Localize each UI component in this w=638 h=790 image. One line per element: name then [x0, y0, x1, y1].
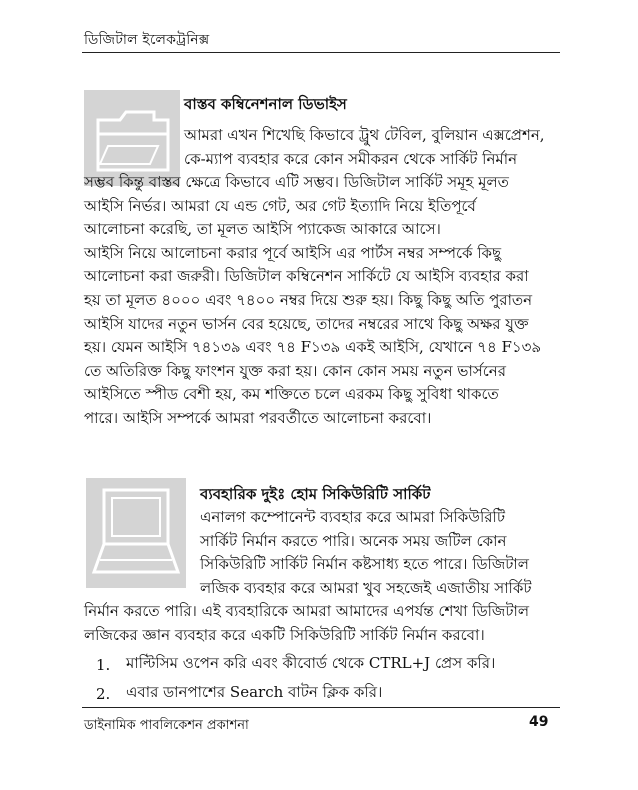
text-line: আইসিতে স্পীড বেশী হয়, কম শক্তিতে চলে এরকম কিছু সুবিধা থাকতে	[84, 385, 499, 404]
section2-paragraph	[84, 600, 562, 647]
text-line: এনালগ কম্পোনেন্ট ব্যবহার করে আমরা সিকিউরিটি	[200, 508, 505, 526]
running-header: ডিজিটাল ইলেকট্রনিক্স	[84, 32, 210, 48]
text-line: তে অতিরিক্ত কিছু ফাংশন যুক্ত করা হয়। কোন কোন সময় নতুন ভার্সনের	[84, 361, 506, 380]
section2-paragraph-indented	[200, 506, 560, 600]
text-line: নির্মান করতে পারি। এই ব্যবহারিকে আমরা আমাদের এপর্যন্ত শেখা ডিজিটাল	[84, 602, 530, 620]
text-line: আইসি নির্ভর। আমরা যে এন্ড গেট, অর গেট ইত্যাদি নিয়ে ইতিপূর্বে	[84, 196, 476, 215]
text-line: সম্ভব কিন্তু বাস্তব ক্ষেত্রে কিভাবে এটি সম্ভব। ডিজিটাল সার্কিট সমূহ মূলত	[84, 173, 509, 191]
text-line: আমরা এখন শিখেছি কিভাবে ট্রুথ টেবিল, বুলিয়ান এক্সপ্রেশন,	[184, 126, 545, 144]
step-text: মাল্টিসিম ওপেন করি এবং কীবোর্ড থেকে CTRL+J প্রেস করি।	[126, 654, 496, 672]
list-item	[96, 650, 556, 679]
text-line: আইসি নিয়ে আলোচনা করার পূর্বে আইসি এর পার্টস নম্বর সম্পর্কে কিছু	[84, 243, 502, 262]
text-line: পারে। আইসি সম্পর্কে আমরা পরবর্তীতে আলোচনা করবো।	[84, 408, 432, 427]
step-number: 2.	[96, 684, 111, 703]
computer-icon	[86, 478, 186, 588]
text-line: সিকিউরিটি সার্কিট নির্মান কষ্টসাধ্য হতে পারে। ডিজিটাল	[200, 555, 529, 574]
step-text: এবার ডানপাশের Search বাটন ক্লিক করি।	[126, 683, 383, 701]
text-line: সার্কিট নির্মান করতে পারি। অনেক সময় জটিল কোন	[200, 531, 507, 550]
section-heading-practical-devices: বাস্তব কম্বিনেশনাল ডিভাইস	[184, 95, 347, 113]
section1-paragraph-indented	[184, 124, 564, 171]
header-rule	[82, 52, 560, 53]
text-line: লজিক ব্যবহার করে আমরা খুব সহজেই এজাতীয় সার্কিট	[200, 578, 532, 597]
text-line: আলোচনা করা জরুরী। ডিজিটাল কম্বিনেশন সার্কিটে যে আইসি ব্যবহার করা	[84, 267, 529, 286]
numbered-steps-list	[96, 650, 556, 708]
text-line: হয়। যেমন আইসি ৭৪১৩৯ এবং ৭৪ F১৩৯ একই আইসি, যেখানে ৭৪ F১৩৯	[84, 338, 542, 357]
footer-rule	[82, 707, 560, 708]
list-item	[96, 679, 556, 708]
footer-publisher: ডাইনামিক পাবলিকেশন প্রকাশনা	[84, 718, 249, 733]
text-line: লজিকের জ্ঞান ব্যবহার করে একটি সিকিউরিটি সার্কিট নির্মান করবো।	[84, 625, 485, 644]
page-number: 49	[529, 714, 549, 730]
step-number: 1.	[96, 655, 111, 674]
text-line: কে-ম্যাপ ব্যবহার করে কোন সমীকরন থেকে সার্কিট নির্মান	[184, 149, 518, 168]
section-heading-home-security: ব্যবহারিক দুইঃ হোম সিকিউরিটি সার্কিট	[200, 485, 431, 503]
text-line: হয় তা মূলত ৪০০০ এবং ৭৪০০ নম্বর দিয়ে শুরু হয়। কিছু কিছু অতি পুরাতন	[84, 290, 533, 309]
text-line: আইসি যাদের নতুন ভার্সন বের হয়েছে, তাদের নম্বরের সাথে কিছু অক্ষর যুক্ত	[84, 314, 529, 333]
section1-paragraph	[84, 171, 562, 431]
text-line: আলোচনা করেছি, তা মূলত আইসি প্যাকেজ আকারে আসে।	[84, 220, 441, 239]
